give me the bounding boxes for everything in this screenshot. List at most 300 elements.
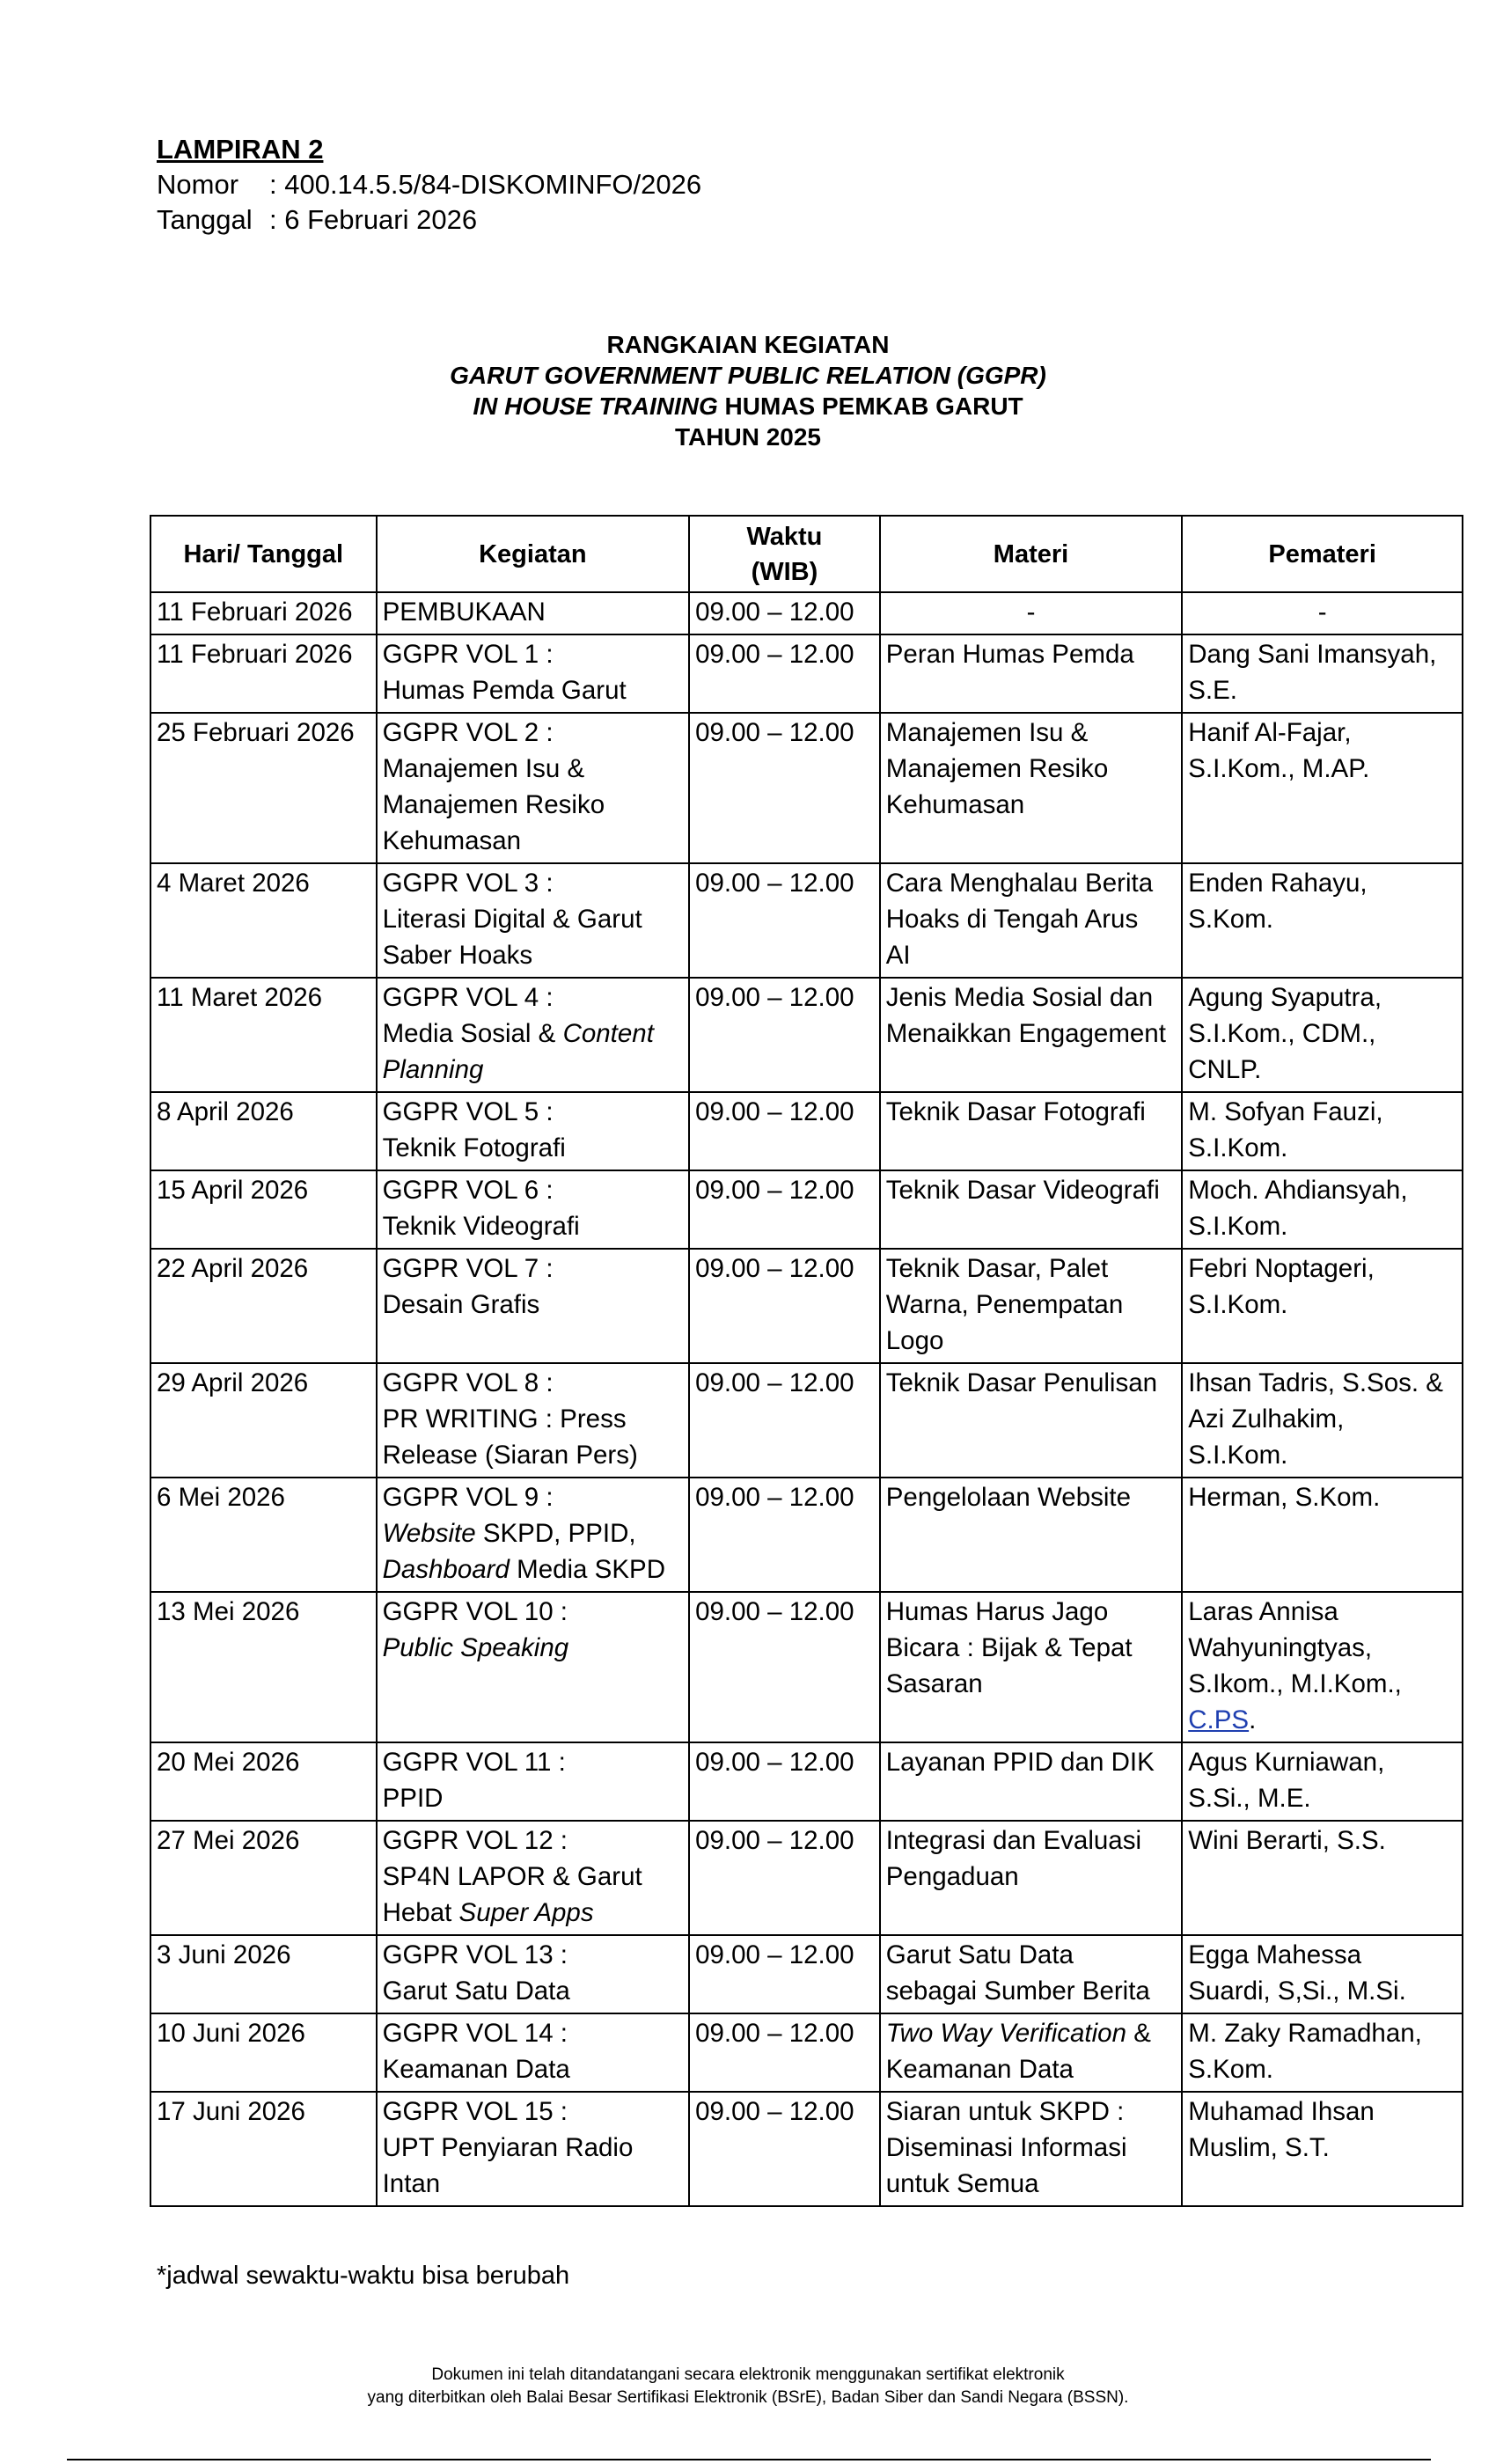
materi-line <box>886 1172 1177 1208</box>
cell-materi <box>880 592 1183 634</box>
pemateri-line <box>1188 1365 1456 1401</box>
kegiatan-text: GGPR VOL 5 : <box>382 1097 554 1126</box>
kegiatan-line <box>383 1937 684 1973</box>
cell-hari-tanggal: 25 Februari 2026 <box>150 713 377 863</box>
materi-line <box>886 1973 1177 2009</box>
title-line-2 <box>0 360 1496 391</box>
table-row <box>150 2092 1463 2206</box>
cell-waktu: 09.00 – 12.00 <box>689 1821 880 1935</box>
kegiatan-line <box>383 1250 684 1287</box>
pemateri-line <box>1188 1052 1456 1088</box>
pemateri-line <box>1188 1401 1456 1437</box>
cell-waktu: 09.00 – 12.00 <box>689 1478 880 1592</box>
tanggal-value: : 6 Februari 2026 <box>269 204 478 235</box>
table-row <box>150 592 1463 634</box>
pemateri-line <box>1188 1287 1456 1323</box>
pemateri-text: S.E. <box>1188 676 1237 705</box>
cell-waktu: 09.00 – 12.00 <box>689 2013 880 2092</box>
lampiran-label: LAMPIRAN 2 <box>157 134 324 165</box>
cell-materi <box>880 2092 1183 2206</box>
kegiatan-line <box>383 1744 684 1780</box>
cell-waktu: 09.00 – 12.00 <box>689 1592 880 1742</box>
title-line-1: RANGKAIAN KEGIATAN <box>606 331 890 358</box>
materi-text: Pengaduan <box>885 1862 1019 1891</box>
kegiatan-text: Planning <box>382 1055 484 1084</box>
cell-kegiatan <box>377 1821 690 1935</box>
kegiatan-text: Literasi Digital & Garut <box>382 905 642 934</box>
cell-pemateri <box>1182 1170 1463 1249</box>
cell-kegiatan <box>377 2092 690 2206</box>
cell-kegiatan <box>377 1478 690 1592</box>
kegiatan-line <box>383 1780 684 1816</box>
materi-text: Kehumasan <box>885 790 1025 819</box>
cell-hari-tanggal: 10 Juni 2026 <box>150 2013 377 2092</box>
cell-hari-tanggal: 3 Juni 2026 <box>150 1935 377 2013</box>
pemateri-text: Hanif Al-Fajar, <box>1188 718 1352 747</box>
document-title <box>0 329 1496 452</box>
cell-materi <box>880 1821 1183 1935</box>
materi-text: Jenis Media Sosial dan <box>885 983 1154 1012</box>
pemateri-line <box>1188 1594 1456 1630</box>
cell-pemateri <box>1182 592 1463 634</box>
kegiatan-line <box>383 1287 684 1323</box>
cell-hari-tanggal: 15 April 2026 <box>150 1170 377 1249</box>
cell-pemateri <box>1182 1821 1463 1935</box>
header-kegiatan: Kegiatan <box>377 516 690 592</box>
kegiatan-line <box>383 1594 684 1630</box>
materi-text: Pengelolaan Website <box>885 1483 1132 1512</box>
table-row <box>150 1821 1463 1935</box>
kegiatan-text: SKPD, PPID, <box>475 1519 636 1548</box>
materi-text: Manajemen Isu & <box>885 718 1089 747</box>
schedule-table <box>150 515 1463 2207</box>
materi-text: Hoaks di Tengah Arus <box>885 905 1139 934</box>
cell-pemateri <box>1182 634 1463 713</box>
pemateri-line <box>1188 1479 1456 1515</box>
kegiatan-text: GGPR VOL 3 : <box>382 869 554 898</box>
table-row <box>150 1170 1463 1249</box>
electronic-signature-note <box>0 2364 1496 2409</box>
kegiatan-line <box>383 1052 684 1088</box>
cell-waktu: 09.00 – 12.00 <box>689 1363 880 1478</box>
kegiatan-line <box>383 823 684 859</box>
materi-text: Humas Harus Jago <box>885 1597 1109 1626</box>
cell-waktu: 09.00 – 12.00 <box>689 1092 880 1170</box>
cell-waktu: 09.00 – 12.00 <box>689 634 880 713</box>
cell-hari-tanggal: 4 Maret 2026 <box>150 863 377 978</box>
cell-kegiatan <box>377 634 690 713</box>
cell-hari-tanggal: 27 Mei 2026 <box>150 1821 377 1935</box>
pemateri-text: M. Sofyan Fauzi, <box>1188 1097 1383 1126</box>
cell-kegiatan <box>377 1363 690 1478</box>
kegiatan-text: Media SKPD <box>509 1555 665 1584</box>
materi-text: Teknik Dasar Videografi <box>885 1176 1160 1205</box>
pemateri-line <box>1188 1250 1456 1287</box>
kegiatan-line <box>383 1094 684 1130</box>
kegiatan-text: GGPR VOL 14 : <box>382 2019 568 2048</box>
kegiatan-line <box>383 2166 684 2202</box>
title-line-2-italic: GARUT GOVERNMENT PUBLIC RELATION (GGPR) <box>450 362 1046 389</box>
pemateri-line <box>1188 1744 1456 1780</box>
kegiatan-line <box>383 636 684 672</box>
materi-text: Two Way Verification <box>885 2019 1126 2048</box>
materi-line <box>886 1859 1177 1895</box>
cell-pemateri <box>1182 1092 1463 1170</box>
cell-waktu: 09.00 – 12.00 <box>689 978 880 1092</box>
pemateri-line <box>1188 2015 1456 2051</box>
materi-text: Cara Menghalau Berita <box>885 869 1154 898</box>
kegiatan-text: Intan <box>382 2169 441 2198</box>
pemateri-text: S.I.Kom. <box>1188 1133 1288 1162</box>
kegiatan-line <box>383 2015 684 2051</box>
pemateri-text: Muslim, S.T. <box>1188 2133 1330 2162</box>
cell-materi <box>880 1363 1183 1478</box>
materi-line <box>886 979 1177 1016</box>
cell-hari-tanggal: 13 Mei 2026 <box>150 1592 377 1742</box>
pemateri-line <box>1188 1822 1456 1859</box>
kegiatan-text: GGPR VOL 11 : <box>382 1748 566 1777</box>
cell-materi <box>880 1092 1183 1170</box>
cell-kegiatan <box>377 1592 690 1742</box>
materi-text: Peran Humas Pemda <box>885 640 1134 669</box>
cell-waktu: 09.00 – 12.00 <box>689 1935 880 2013</box>
materi-text: Garut Satu Data <box>885 1940 1074 1969</box>
cell-kegiatan <box>377 1742 690 1821</box>
table-row <box>150 863 1463 978</box>
pemateri-text: Febri Noptageri, <box>1188 1254 1375 1283</box>
title-line-4: TAHUN 2025 <box>675 423 821 451</box>
pemateri-line <box>1188 1016 1456 1052</box>
materi-text: Teknik Dasar Penulisan <box>885 1368 1158 1397</box>
kegiatan-line <box>383 979 684 1016</box>
kegiatan-line <box>383 1515 684 1551</box>
kegiatan-line <box>383 1437 684 1473</box>
materi-line <box>886 901 1177 937</box>
pemateri-text: S.I.Kom. <box>1188 1441 1288 1470</box>
nomor-row <box>157 167 701 202</box>
materi-text: Teknik Dasar, Palet <box>885 1254 1109 1283</box>
pemateri-line <box>1188 636 1456 672</box>
materi-line <box>886 1666 1177 1702</box>
kegiatan-text: Teknik Fotografi <box>382 1133 566 1162</box>
pemateri-line <box>1188 2051 1456 2087</box>
materi-line <box>886 751 1177 787</box>
cell-materi <box>880 2013 1183 2092</box>
kegiatan-line <box>383 937 684 973</box>
pemateri-text: S.I.Kom., CDM., <box>1188 1019 1376 1048</box>
pemateri-line <box>1188 1937 1456 1973</box>
cell-pemateri <box>1182 1935 1463 2013</box>
pemateri-line <box>1188 2094 1456 2130</box>
kegiatan-text: GGPR VOL 9 : <box>382 1483 554 1512</box>
pemateri-line <box>1188 1973 1456 2009</box>
kegiatan-text: GGPR VOL 1 : <box>382 640 554 669</box>
pemateri-line <box>1188 1094 1456 1130</box>
cell-kegiatan <box>377 978 690 1092</box>
pemateri-text: Agus Kurniawan, <box>1188 1748 1385 1777</box>
materi-line <box>886 1822 1177 1859</box>
materi-text: sebagai Sumber Berita <box>885 1976 1150 2006</box>
kegiatan-text: GGPR VOL 7 : <box>382 1254 554 1283</box>
cell-pemateri <box>1182 978 1463 1092</box>
pemateri-line <box>1188 1130 1456 1166</box>
cell-hari-tanggal: 29 April 2026 <box>150 1363 377 1478</box>
materi-text: Teknik Dasar Fotografi <box>885 1097 1146 1126</box>
kegiatan-text: GGPR VOL 8 : <box>382 1368 554 1397</box>
kegiatan-line <box>383 1479 684 1515</box>
materi-line <box>886 1630 1177 1666</box>
cell-pemateri <box>1182 1742 1463 1821</box>
kegiatan-text: Saber Hoaks <box>382 941 533 970</box>
cell-hari-tanggal: 17 Juni 2026 <box>150 2092 377 2206</box>
cell-hari-tanggal: 11 Februari 2026 <box>150 592 377 634</box>
kegiatan-line <box>383 672 684 708</box>
kegiatan-text: Manajemen Resiko <box>382 790 605 819</box>
cell-materi <box>880 1935 1183 2013</box>
kegiatan-line <box>383 1822 684 1859</box>
kegiatan-text: Desain Grafis <box>382 1290 540 1319</box>
kegiatan-text: Content <box>562 1019 654 1048</box>
materi-line <box>886 1094 1177 1130</box>
cell-kegiatan <box>377 1935 690 2013</box>
kegiatan-line <box>383 1401 684 1437</box>
cell-hari-tanggal: 11 Februari 2026 <box>150 634 377 713</box>
materi-line <box>886 2015 1177 2051</box>
materi-line <box>886 2166 1177 2202</box>
kegiatan-text: Manajemen Isu & <box>382 754 585 783</box>
kegiatan-text: PR WRITING : Press <box>382 1404 627 1434</box>
kegiatan-text: GGPR VOL 4 : <box>382 983 554 1012</box>
materi-text: - <box>1026 598 1036 627</box>
materi-text: Layanan PPID dan DIK <box>885 1748 1155 1777</box>
kegiatan-line <box>383 1551 684 1588</box>
pemateri-text: . <box>1249 1705 1257 1734</box>
document-header <box>157 132 701 238</box>
cell-materi <box>880 863 1183 978</box>
cell-kegiatan <box>377 713 690 863</box>
pemateri-text: Egga Mahessa <box>1188 1940 1362 1969</box>
cell-materi <box>880 1478 1183 1592</box>
pemateri-line <box>1188 594 1456 630</box>
cell-hari-tanggal: 11 Maret 2026 <box>150 978 377 1092</box>
cell-pemateri <box>1182 1363 1463 1478</box>
nomor-label: Nomor <box>157 169 239 200</box>
materi-line <box>886 1937 1177 1973</box>
pemateri-line <box>1188 1702 1456 1738</box>
pemateri-text: Suardi, S,Si., M.Si. <box>1188 1976 1406 2006</box>
kegiatan-line <box>383 2130 684 2166</box>
footer-divider <box>67 2459 1431 2460</box>
kegiatan-line <box>383 1859 684 1895</box>
materi-text: Integrasi dan Evaluasi <box>885 1826 1142 1855</box>
cell-materi <box>880 713 1183 863</box>
pemateri-line <box>1188 1666 1456 1702</box>
cell-materi <box>880 1742 1183 1821</box>
pemateri-text: CNLP. <box>1188 1055 1262 1084</box>
materi-text: Sasaran <box>885 1669 983 1698</box>
materi-line <box>886 2094 1177 2130</box>
pemateri-text: Wahyuningtyas, <box>1188 1633 1373 1662</box>
kegiatan-text: Kehumasan <box>382 826 522 855</box>
header-pemateri: Pemateri <box>1182 516 1463 592</box>
materi-text: Warna, Penempatan <box>885 1290 1124 1319</box>
table-header-row <box>150 516 1463 592</box>
cell-pemateri <box>1182 1592 1463 1742</box>
kegiatan-line <box>383 1208 684 1244</box>
pemateri-line <box>1188 865 1456 901</box>
pemateri-text: S.Kom. <box>1188 905 1273 934</box>
title-line-3-rest: HUMAS PEMKAB GARUT <box>717 392 1023 420</box>
kegiatan-line <box>383 1973 684 2009</box>
cell-materi <box>880 1592 1183 1742</box>
cell-waktu: 09.00 – 12.00 <box>689 1170 880 1249</box>
materi-line <box>886 2130 1177 2166</box>
kegiatan-line <box>383 1172 684 1208</box>
materi-text: Diseminasi Informasi <box>885 2133 1127 2162</box>
materi-text: Siaran untuk SKPD : <box>885 2097 1125 2126</box>
table-row <box>150 2013 1463 2092</box>
table-row <box>150 978 1463 1092</box>
kegiatan-text: Public Speaking <box>382 1633 569 1662</box>
kegiatan-text: Super Apps <box>458 1898 594 1927</box>
cell-waktu: 09.00 – 12.00 <box>689 1249 880 1363</box>
pemateri-text: - <box>1317 598 1327 627</box>
pemateri-text: Ihsan Tadris, S.Sos. & <box>1188 1368 1443 1397</box>
materi-line <box>886 715 1177 751</box>
kegiatan-line <box>383 2094 684 2130</box>
pemateri-line <box>1188 1630 1456 1666</box>
pemateri-line <box>1188 901 1456 937</box>
pemateri-text: S.Kom. <box>1188 2055 1273 2084</box>
materi-line <box>886 937 1177 973</box>
table-row <box>150 1742 1463 1821</box>
cell-pemateri <box>1182 2013 1463 2092</box>
materi-text: Menaikkan Engagement <box>885 1019 1166 1048</box>
pemateri-text: S.Ikom., M.I.Kom., <box>1188 1669 1402 1698</box>
kegiatan-text: GGPR VOL 12 : <box>382 1826 568 1855</box>
cell-waktu: 09.00 – 12.00 <box>689 1742 880 1821</box>
signature-note-line-2: yang diterbitkan oleh Balai Besar Sertifikasi Elektronik (BSrE), Badan Siber dan Sandi Negara (BSSN). <box>367 2388 1129 2407</box>
pemateri-text: Muhamad Ihsan <box>1188 2097 1375 2126</box>
cell-kegiatan <box>377 592 690 634</box>
materi-line <box>886 1016 1177 1052</box>
materi-line <box>886 865 1177 901</box>
materi-line <box>886 1365 1177 1401</box>
table-row <box>150 1478 1463 1592</box>
certification-link[interactable]: C.PS <box>1188 1705 1250 1734</box>
kegiatan-line <box>383 751 684 787</box>
kegiatan-text: GGPR VOL 13 : <box>382 1940 568 1969</box>
pemateri-text: Agung Syaputra, <box>1188 983 1382 1012</box>
kegiatan-text: Garut Satu Data <box>382 1976 570 2006</box>
pemateri-line <box>1188 672 1456 708</box>
kegiatan-text: Teknik Videografi <box>382 1212 580 1241</box>
cell-waktu: 09.00 – 12.00 <box>689 713 880 863</box>
cell-pemateri <box>1182 1478 1463 1592</box>
materi-line <box>886 2051 1177 2087</box>
header-materi: Materi <box>880 516 1183 592</box>
pemateri-text: Wini Berarti, S.S. <box>1188 1826 1386 1855</box>
schedule-table-head <box>150 516 1463 592</box>
cell-kegiatan <box>377 1249 690 1363</box>
kegiatan-text: Website <box>382 1519 476 1548</box>
table-row <box>150 1092 1463 1170</box>
cell-materi <box>880 634 1183 713</box>
cell-pemateri <box>1182 713 1463 863</box>
cell-hari-tanggal: 6 Mei 2026 <box>150 1478 377 1592</box>
table-row <box>150 634 1463 713</box>
pemateri-text: Azi Zulhakim, <box>1188 1404 1345 1434</box>
pemateri-line <box>1188 715 1456 751</box>
kegiatan-text: GGPR VOL 6 : <box>382 1176 554 1205</box>
cell-hari-tanggal: 20 Mei 2026 <box>150 1742 377 1821</box>
kegiatan-line <box>383 2051 684 2087</box>
kegiatan-text: GGPR VOL 10 : <box>382 1597 568 1626</box>
cell-materi <box>880 1249 1183 1363</box>
cell-waktu: 09.00 – 12.00 <box>689 2092 880 2206</box>
materi-line <box>886 594 1177 630</box>
schedule-footnote: *jadwal sewaktu-waktu bisa berubah <box>157 2262 570 2290</box>
materi-text: AI <box>885 941 911 970</box>
kegiatan-text: GGPR VOL 2 : <box>382 718 554 747</box>
pemateri-line <box>1188 979 1456 1016</box>
kegiatan-text: Humas Pemda Garut <box>382 676 627 705</box>
kegiatan-text: Media Sosial & <box>382 1019 563 1048</box>
table-row <box>150 713 1463 863</box>
pemateri-text: M. Zaky Ramadhan, <box>1188 2019 1422 2048</box>
pemateri-line <box>1188 751 1456 787</box>
cell-kegiatan <box>377 863 690 978</box>
tanggal-label: Tanggal <box>157 204 253 235</box>
title-line-3-italic: IN HOUSE TRAINING <box>473 392 718 420</box>
materi-line <box>886 1744 1177 1780</box>
cell-hari-tanggal: 22 April 2026 <box>150 1249 377 1363</box>
materi-line <box>886 636 1177 672</box>
pemateri-text: Dang Sani Imansyah, <box>1188 640 1437 669</box>
materi-text: Manajemen Resiko <box>885 754 1109 783</box>
kegiatan-text: PEMBUKAAN <box>382 598 546 627</box>
kegiatan-line <box>383 715 684 751</box>
pemateri-text: S.I.Kom., M.AP. <box>1188 754 1370 783</box>
kegiatan-text: PPID <box>382 1784 444 1813</box>
cell-waktu: 09.00 – 12.00 <box>689 863 880 978</box>
materi-text: untuk Semua <box>885 2169 1039 2198</box>
cell-hari-tanggal: 8 April 2026 <box>150 1092 377 1170</box>
pemateri-text: S.I.Kom. <box>1188 1212 1288 1241</box>
cell-materi <box>880 1170 1183 1249</box>
pemateri-text: Herman, S.Kom. <box>1188 1483 1381 1512</box>
pemateri-line <box>1188 2130 1456 2166</box>
kegiatan-line <box>383 1016 684 1052</box>
pemateri-text: Moch. Ahdiansyah, <box>1188 1176 1408 1205</box>
materi-text: Bicara : Bijak & Tepat <box>885 1633 1133 1662</box>
materi-line <box>886 1250 1177 1287</box>
kegiatan-line <box>383 594 684 630</box>
materi-text: & <box>1126 2019 1151 2048</box>
tanggal-row <box>157 202 701 238</box>
materi-line <box>886 1594 1177 1630</box>
kegiatan-text: Release (Siaran Pers) <box>382 1441 638 1470</box>
kegiatan-text: UPT Penyiaran Radio <box>382 2133 634 2162</box>
pemateri-line <box>1188 1208 1456 1244</box>
kegiatan-text: Hebat <box>382 1898 459 1927</box>
pemateri-line <box>1188 1437 1456 1473</box>
nomor-value: : 400.14.5.5/84-DISKOMINFO/2026 <box>269 169 702 200</box>
materi-line <box>886 787 1177 823</box>
header-hari-tanggal: Hari/ Tanggal <box>150 516 377 592</box>
materi-line <box>886 1479 1177 1515</box>
pemateri-line <box>1188 1780 1456 1816</box>
